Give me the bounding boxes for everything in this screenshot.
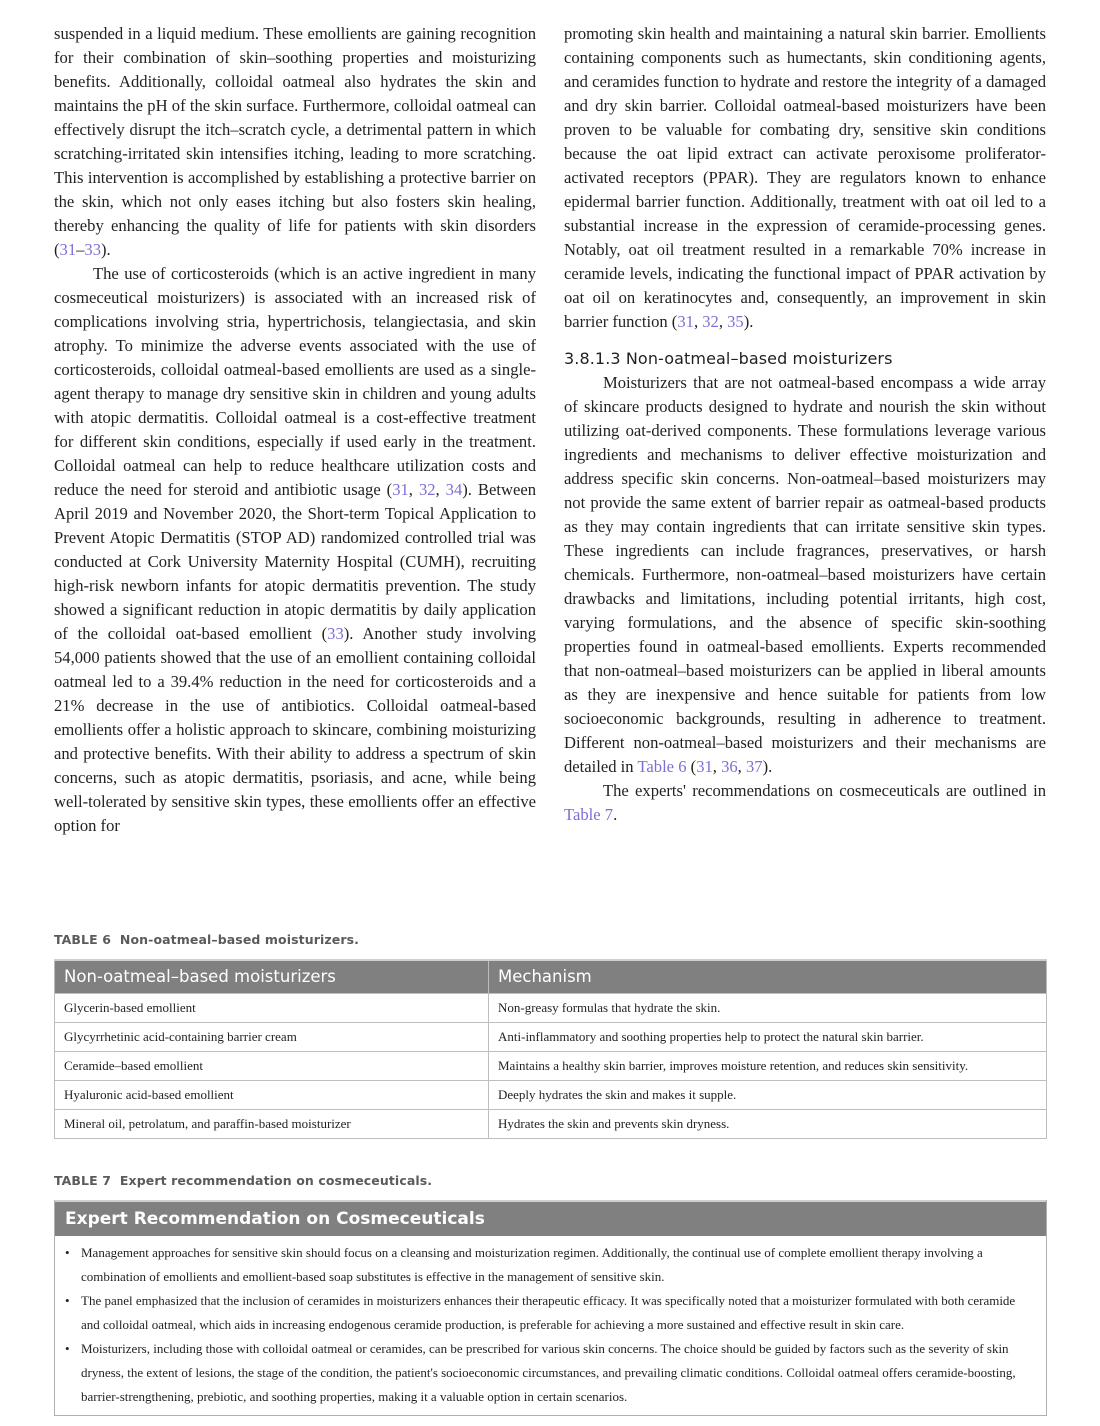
citation-link[interactable]: 36 <box>721 757 738 776</box>
table-row <box>55 1052 1047 1081</box>
table7-caption: TABLE 7 Expert recommendation on cosmeceuticals. <box>54 1173 433 1188</box>
table-link[interactable]: Table 7 <box>564 805 614 824</box>
paragraph-corticosteroids: The use of corticosteroids (which is an active ingredient in many cosmeceutical moisturizers) is associated with an increased risk of complications involving stria, hypertrichosis, telangiectasia, and skin atrophy. To minimize the adverse events associated with the use of corticosteroids, colloidal oatmeal-based emollients are used as a single-agent therapy to manage dry sensitive skin in children and young adults with atopic dermatitis. Colloidal oatmeal is a cost-effective treatment for different skin conditions, especially if used early in the treatment. Colloidal oatmeal can help to reduce healthcare utilization costs and reduce the need for steroid and antibiotic usage (31, 32, 34). Between April 2019 and November 2020, the Short-term Topical Application to Prevent Atopic Dermatitis (STOP AD) randomized controlled trial was conducted at Cork University Maternity Hospital (CUMH), recruiting high-risk newborn infants for atopic dermatitis prevention. The study showed a significant reduction in atopic dermatitis by daily application of the colloidal oat-based emollient (33). Another study involving 54,000 patients showed that the use of an emollient containing colloidal oatmeal led to a 39.4% reduction in the need for corticosteroids and a 21% decrease in the use of antibiotics. Colloidal oatmeal-based emollients offer a holistic approach to skincare, combining moisturizing and protective benefits. With their ability to address a spectrum of skin concerns, such as atopic dermatitis, psoriasis, and acne, while being well-tolerated by sensitive skin types, these emollients offer an effective option for <box>54 264 536 835</box>
moisturizer-cell: Mineral oil, petrolatum, and paraffin-based moisturizer <box>55 1110 489 1139</box>
mechanism-cell: Maintains a healthy skin barrier, improves moisture retention, and reduces skin sensitivity. <box>489 1052 1047 1081</box>
section-heading: 3.8.1.3 Non-oatmeal–based moisturizers <box>564 349 893 368</box>
mechanism-cell: Anti-inflammatory and soothing properties help to protect the natural skin barrier. <box>489 1023 1047 1052</box>
mechanism-cell: Hydrates the skin and prevents skin dryness. <box>489 1110 1047 1139</box>
recommendation-list <box>55 1236 1046 1415</box>
mechanism-cell: Non-greasy formulas that hydrate the skin. <box>489 994 1047 1023</box>
table-header-row <box>55 960 1047 994</box>
citation-link[interactable]: 33 <box>327 624 344 643</box>
column-header-moisturizer: Non-oatmeal–based moisturizers <box>55 960 489 994</box>
table7-expert-recommendation <box>54 1200 1047 1416</box>
citation-link[interactable]: 34 <box>445 480 463 499</box>
paragraph-non-oatmeal-moisturizers: Moisturizers that are not oatmeal-based encompass a wide array of skincare products designed to hydrate and nourish the skin without utilizing oat-derived components. These formulations leverage various ingredients and mechanisms to deliver effective moisturization and address specific skin concerns. Non-oatmeal–based moisturizers may not provide the same extent of barrier repair as oatmeal-based products as they may contain ingredients that can irritate sensitive skin types. These ingredients can include fragrances, preservatives, or harsh chemicals. Furthermore, non-oatmeal–based moisturizers have certain drawbacks and limitations, including potential irritants, high cost, varying formulations, and the absence of specific skin-soothing properties found in oatmeal-based emollients. Experts recommended that non-oatmeal–based moisturizers can be applied in liberal amounts as they are inexpensive and hence suitable for patients from low socioeconomic backgrounds, resulting in adherence to treatment. Different non-oatmeal–based moisturizers and their mechanisms are detailed in Table 6 (31, 36, 37). <box>564 373 1046 776</box>
bullet-icon: • <box>65 1293 70 1308</box>
paragraph-experts-recommendations: The experts' recommendations on cosmeceuticals are outlined in Table 7. <box>564 781 1046 824</box>
citation-link[interactable]: 31 <box>392 480 409 499</box>
moisturizer-cell: Glycyrrhetinic acid-containing barrier cream <box>55 1023 489 1052</box>
list-item: • Moisturizers, including those with colloidal oatmeal or ceramides, can be prescribed for various skin concerns. The choice should be guided by factors such as the severity of skin dryness, the extent of lesions, the stage of the condition, the patient's socioeconomic circumstances, and prevailing climatic conditions. Colloidal oatmeal offers ceramide-boosting, barrier-strengthening, prebiotic, and soothing properties, making it a valuable option in certain scenarios. <box>81 1337 1036 1409</box>
table-link[interactable]: Table 6 <box>637 757 687 776</box>
left-column <box>54 22 536 838</box>
citation-link[interactable]: 32 <box>702 312 719 331</box>
citation-link[interactable]: 32 <box>418 480 436 499</box>
bullet-icon: • <box>65 1341 70 1356</box>
paragraph-skin-barrier: promoting skin health and maintaining a natural skin barrier. Emollients containing components such as humectants, skin conditioning agents, and ceramides function to hydrate and restore the integrity of a damaged and dry skin barrier. Colloidal oatmeal-based moisturizers have been proven to be valuable for combating dry, sensitive skin conditions because the oat lipid extract can activate peroxisome proliferator-activated receptors (PPAR). They are regulators known to enhance epidermal barrier function. Additionally, treatment with oat oil led to a substantial increase in the expression of ceramide-processing genes. Notably, oat oil treatment resulted in a remarkable 70% increase in ceramide levels, indicating the functional impact of PPAR activation by oat oil on keratinocytes and, consequently, an improvement in skin barrier function (31, 32, 35). <box>564 24 1046 331</box>
list-item: • Management approaches for sensitive skin should focus on a cleansing and moisturization regimen. Additionally, the continual use of complete emollient therapy involving a combination of emollients and emollient-based soap substitutes is effective in the management of sensitive skin. <box>81 1241 1036 1289</box>
moisturizer-cell: Glycerin-based emollient <box>55 994 489 1023</box>
table-row <box>55 1110 1047 1139</box>
list-item: • The panel emphasized that the inclusion of ceramides in moisturizers enhances their therapeutic efficacy. It was specifically noted that a moisturizer formulated with both ceramide and colloidal oatmeal, which aids in increasing endogenous ceramide production, is preferable for achieving a more sustained and effective result in skin care. <box>81 1289 1036 1337</box>
table7-header: Expert Recommendation on Cosmeceuticals <box>55 1200 1046 1236</box>
table-row <box>55 1023 1047 1052</box>
citation-link[interactable]: 31 <box>696 757 713 776</box>
citation-link[interactable]: 33 <box>84 240 102 259</box>
column-header-mechanism: Mechanism <box>489 960 1047 994</box>
table6-caption: TABLE 6 Non-oatmeal–based moisturizers. <box>54 932 359 947</box>
table-row <box>55 994 1047 1023</box>
citation-link[interactable]: 35 <box>727 312 744 331</box>
table6-non-oatmeal-moisturizers <box>54 959 1047 1139</box>
paragraph-colloidal-oatmeal-benefits: suspended in a liquid medium. These emollients are gaining recognition for their combination of skin–soothing properties and moisturizing benefits. Additionally, colloidal oatmeal also hydrates the skin and maintains the pH of the skin surface. Furthermore, colloidal oatmeal can effectively disrupt the itch–scratch cycle, a detrimental pattern in which scratching-irritated skin intensifies itching, leading to more scratching. This intervention is accomplished by establishing a protective barrier on the skin, which not only eases itching but also fosters skin healing, thereby enhancing the quality of life for patients with skin disorders (31–33). <box>54 24 536 259</box>
moisturizer-cell: Hyaluronic acid-based emollient <box>55 1081 489 1110</box>
table-row <box>55 1081 1047 1110</box>
moisturizer-cell: Ceramide–based emollient <box>55 1052 489 1081</box>
citation-link[interactable]: 37 <box>745 757 763 776</box>
citation-link[interactable]: 31 <box>677 312 694 331</box>
citation-link[interactable]: 31 <box>59 240 77 259</box>
bullet-icon: • <box>65 1245 70 1260</box>
right-column <box>564 22 1046 827</box>
mechanism-cell: Deeply hydrates the skin and makes it supple. <box>489 1081 1047 1110</box>
